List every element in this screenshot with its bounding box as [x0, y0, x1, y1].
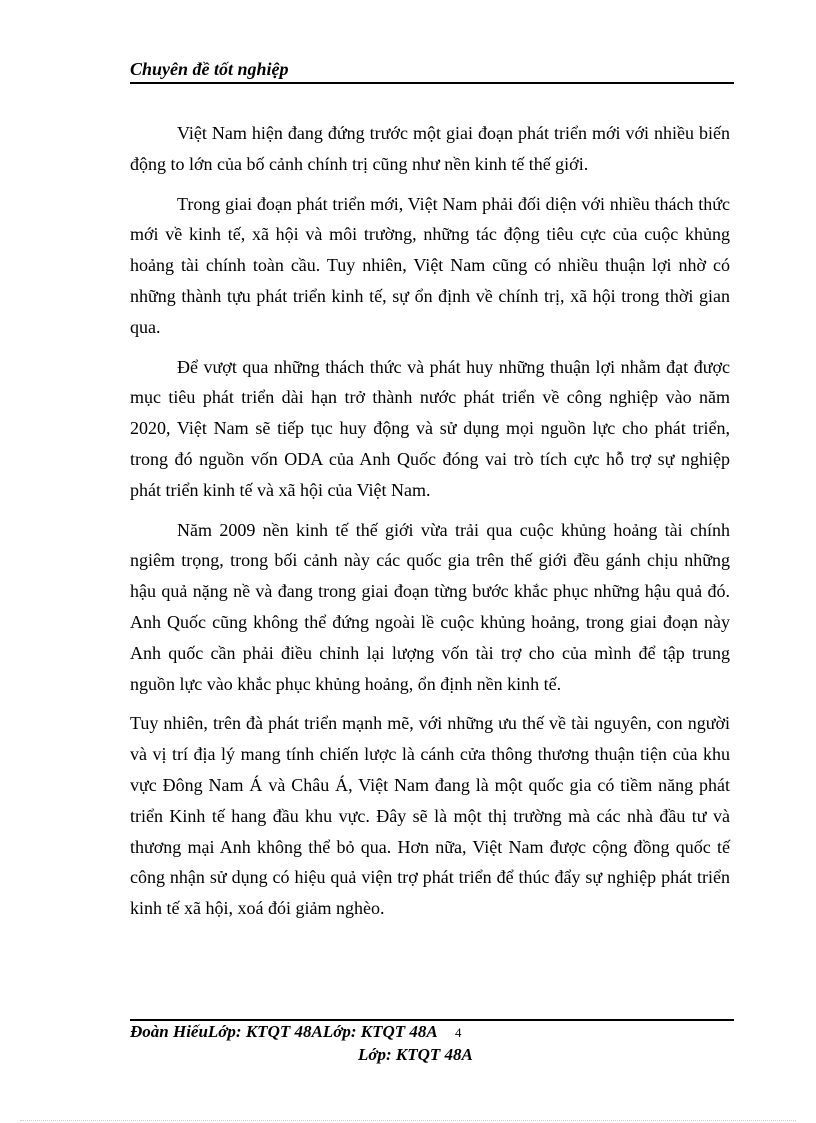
footer-class: Lớp: KTQT 48A	[358, 1045, 473, 1064]
paragraph: Năm 2009 nền kinh tế thế giới vừa trải qua cuộc khủng hoảng tài chính ngiêm trọng, trong bối cảnh này các quốc gia trên thế giới đều gánh chịu những hậu quả nặng nề và đang trong giai đoạn từng bước khắc phục những hậu quả đó. Anh Quốc cũng không thể đứng ngoài lề cuộc khủng hoảng, trong giai đoạn này Anh quốc cần phải điều chỉnh lại lượng vốn tài trợ cho của mình để tập trung nguồn lực vào khắc phục khủng hoảng, ổn định nền kinh tế.	[130, 519, 730, 694]
paragraph: Để vượt qua những thách thức và phát huy những thuận lợi nhằm đạt được mục tiêu phát triển dài hạn trở thành nước phát triển về công nghiệp vào năm 2020, Việt Nam sẽ tiếp tục huy động và sử dụng mọi nguồn lực cho phát triển, trong đó nguồn vốn ODA của Anh Quốc đóng vai trò tích cực hỗ trợ sự nghiệp phát triển kinh tế và xã hội của Việt Nam.	[130, 356, 730, 500]
page-edge-divider	[20, 1120, 796, 1121]
paragraph: Tuy nhiên, trên đà phát triển mạnh mẽ, với những ưu thế về tài nguyên, con người và vị trí địa lý mang tính chiến lược là cánh cửa thông thương thuận tiện của khu vực Đông Nam Á và Châu Á, Việt Nam đang là một quốc gia có tiềm năng phát triển Kinh tế hang đầu khu vực. Đây sẽ là một thị trường mà các nhà đầu tư và thương mại Anh không thể bỏ qua. Hơn nữa, Việt Nam được cộng đồng quốc tế công nhận sử dụng có hiệu quả viện trợ phát triển để thúc đẩy sự nghiệp phát triển kinh tế xã hội, xoá đói giảm nghèo.	[130, 713, 730, 919]
page-header	[130, 56, 734, 84]
header-title: Chuyên đề tốt nghiệp	[130, 59, 289, 79]
document-body	[130, 118, 730, 933]
paragraph: Trong giai đoạn phát triển mới, Việt Nam phải đối diện với nhiều thách thức mới về kinh tế, xã hội và môi trường, những tác động tiêu cực của cuộc khủng hoảng tài chính toàn cầu. Tuy nhiên, Việt Nam cũng có nhiều thuận lợi nhờ có những thành tựu phát triển kinh tế, sự ổn định về chính trị, xã hội trong thời gian qua.	[130, 193, 730, 337]
page-number: 4	[455, 1025, 462, 1040]
paragraph: Việt Nam hiện đang đứng trước một giai đoạn phát triển mới với nhiều biến động to lớn của bố cảnh chính trị cũng như nền kinh tế thế giới.	[130, 123, 730, 174]
footer-divider	[130, 1019, 734, 1021]
footer-author-class: Đoàn HiếuLớp: KTQT 48ALớp: KTQT 48A	[130, 1022, 438, 1041]
